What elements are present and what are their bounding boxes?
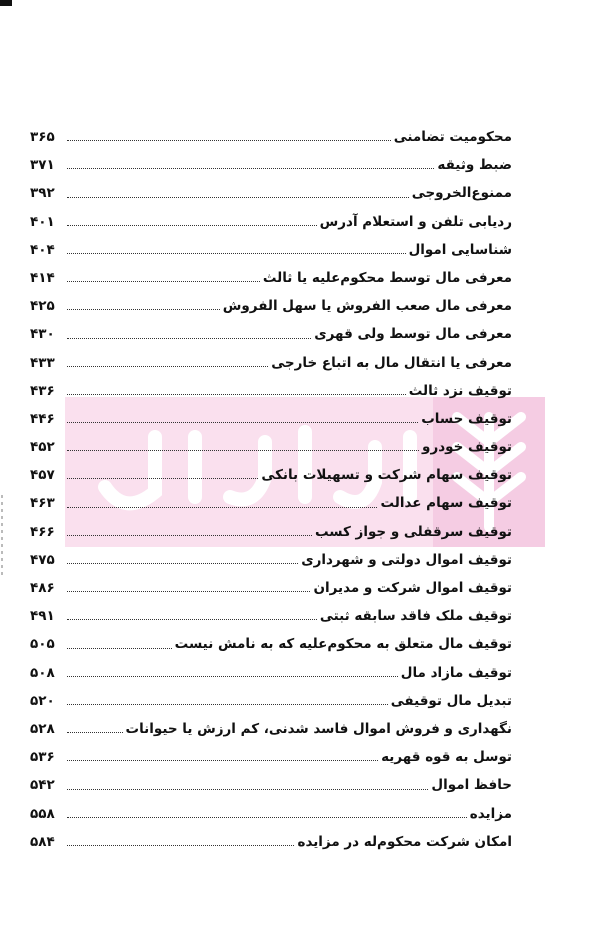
toc-page-number: ۴۰۱ — [30, 213, 55, 230]
toc-page-number: ۵۲۰ — [30, 692, 55, 709]
dot-leader — [67, 760, 378, 761]
toc-page-number: ۵۸۴ — [30, 833, 55, 850]
toc-row — [30, 202, 512, 230]
dot-leader — [67, 140, 391, 141]
toc-title: ممنوع‌الخروجی — [411, 185, 512, 202]
dot-leader — [67, 704, 388, 705]
toc-row — [30, 624, 512, 652]
toc-title: شناسایی اموال — [408, 241, 512, 258]
toc-row — [30, 709, 512, 737]
dot-leader — [67, 789, 428, 790]
toc-row — [30, 653, 512, 681]
toc-page-number: ۴۱۴ — [30, 269, 55, 286]
toc-row — [30, 230, 512, 258]
toc-title: محکومیت تضامنی — [393, 129, 512, 145]
toc-row — [30, 765, 512, 793]
toc-row — [30, 286, 512, 314]
toc-title: تبدیل مال توقیفی — [390, 692, 512, 709]
toc-row — [30, 343, 512, 371]
toc-row — [30, 596, 512, 624]
toc-page-number: ۴۰۴ — [30, 241, 55, 258]
dot-leader — [67, 817, 467, 818]
dot-leader — [67, 619, 317, 620]
toc-title: امکان شرکت محکوم‌له در مزایده — [297, 833, 512, 850]
toc-page-number: ۴۷۵ — [30, 551, 55, 568]
toc-page-number: ۵۰۸ — [30, 664, 55, 681]
dot-leader — [67, 253, 406, 254]
toc-title: توقیف خودرو — [422, 439, 512, 456]
toc-row — [30, 117, 512, 145]
dot-leader — [67, 338, 311, 339]
toc-title: توقیف سهام شرکت و تسهیلات بانکی — [261, 467, 512, 484]
toc-row — [30, 483, 512, 511]
dot-leader — [67, 366, 268, 367]
dot-leader — [67, 845, 294, 846]
toc-title: ضبط وثیقه — [437, 157, 512, 174]
toc-page-number: ۵۴۲ — [30, 777, 55, 794]
dot-leader — [67, 394, 406, 395]
dot-leader — [67, 422, 418, 423]
toc-row — [30, 258, 512, 286]
dot-leader — [67, 732, 123, 733]
toc-row — [30, 371, 512, 399]
toc-title: نگهداری و فروش اموال فاسد شدنی، کم ارزش یا حیوانات — [125, 720, 512, 737]
dot-leader — [67, 225, 317, 226]
toc-row — [30, 737, 512, 765]
toc-row — [30, 568, 512, 596]
toc-page-number: ۴۲۵ — [30, 298, 55, 315]
toc-page-number: ۳۶۵ — [30, 129, 55, 145]
dot-leader — [67, 507, 377, 508]
toc-title: توقیف سرقفلی و جواز کسب — [314, 523, 512, 540]
toc-page-number: ۴۴۶ — [30, 410, 55, 427]
toc-title: معرفی مال توسط ولی قهری — [314, 326, 512, 343]
toc-title: توقیف سهام عدالت — [380, 495, 512, 512]
toc-page-number: ۵۵۸ — [30, 805, 55, 822]
toc-row — [30, 681, 512, 709]
toc-title: توقیف ملک فاقد سابقه ثبتی — [319, 608, 512, 625]
dot-leader — [67, 676, 398, 677]
table-of-contents — [30, 117, 512, 850]
toc-page-number: ۳۹۲ — [30, 185, 55, 202]
dot-leader — [67, 591, 310, 592]
toc-page-number: ۵۳۶ — [30, 749, 55, 766]
toc-title: معرفی مال صعب الفروش یا سهل الفروش — [222, 298, 512, 315]
toc-page-number: ۴۳۶ — [30, 382, 55, 399]
toc-page-number: ۴۸۶ — [30, 580, 55, 596]
toc-row — [30, 540, 512, 568]
toc-title: معرفی مال توسط محکوم‌علیه یا ثالث — [262, 269, 512, 286]
toc-title: ردیابی تلفن و استعلام آدرس — [319, 213, 512, 230]
dot-leader — [67, 450, 419, 451]
toc-row — [30, 794, 512, 822]
toc-page-number: ۳۷۱ — [30, 157, 55, 174]
toc-title: توقیف مازاد مال — [400, 664, 512, 681]
toc-row — [30, 512, 512, 540]
toc-page-number: ۴۳۰ — [30, 326, 55, 343]
corner-mark — [0, 0, 12, 6]
toc-title: توقیف نزد ثالث — [408, 382, 512, 399]
dot-leader — [67, 563, 298, 564]
toc-row — [30, 145, 512, 173]
toc-title: حافظ اموال — [431, 777, 512, 794]
toc-page-number: ۴۶۳ — [30, 495, 55, 512]
toc-title: توقیف مال متعلق به محکوم‌علیه که به نامش نیست — [174, 636, 512, 653]
toc-row — [30, 314, 512, 342]
toc-title: توقیف حساب — [421, 410, 512, 427]
toc-title: توسل به قوه قهریه — [381, 749, 512, 766]
toc-row — [30, 173, 512, 201]
toc-page-number: ۴۹۱ — [30, 608, 55, 625]
toc-row — [30, 822, 512, 850]
dot-leader — [67, 197, 409, 198]
dot-leader — [67, 535, 312, 536]
toc-page-number: ۴۶۶ — [30, 523, 55, 540]
toc-page-number: ۵۰۵ — [30, 636, 55, 653]
toc-page-number: ۴۵۲ — [30, 439, 55, 456]
dot-leader — [67, 309, 220, 310]
toc-page-number: ۴۳۳ — [30, 354, 55, 371]
dot-leader — [67, 648, 172, 649]
toc-title: مزایده — [469, 805, 512, 822]
toc-page-number: ۴۵۷ — [30, 467, 55, 484]
toc-title: معرفی یا انتقال مال به اتباع خارجی — [271, 354, 512, 371]
toc-title: توقیف اموال دولتی و شهرداری — [301, 551, 512, 568]
toc-row — [30, 427, 512, 455]
toc-row — [30, 455, 512, 483]
spine-mark — [1, 495, 3, 575]
dot-leader — [67, 478, 258, 479]
dot-leader — [67, 168, 434, 169]
toc-row — [30, 399, 512, 427]
toc-page-number: ۵۲۸ — [30, 720, 55, 737]
dot-leader — [67, 281, 260, 282]
toc-title: توقیف اموال شرکت و مدیران — [313, 580, 512, 596]
